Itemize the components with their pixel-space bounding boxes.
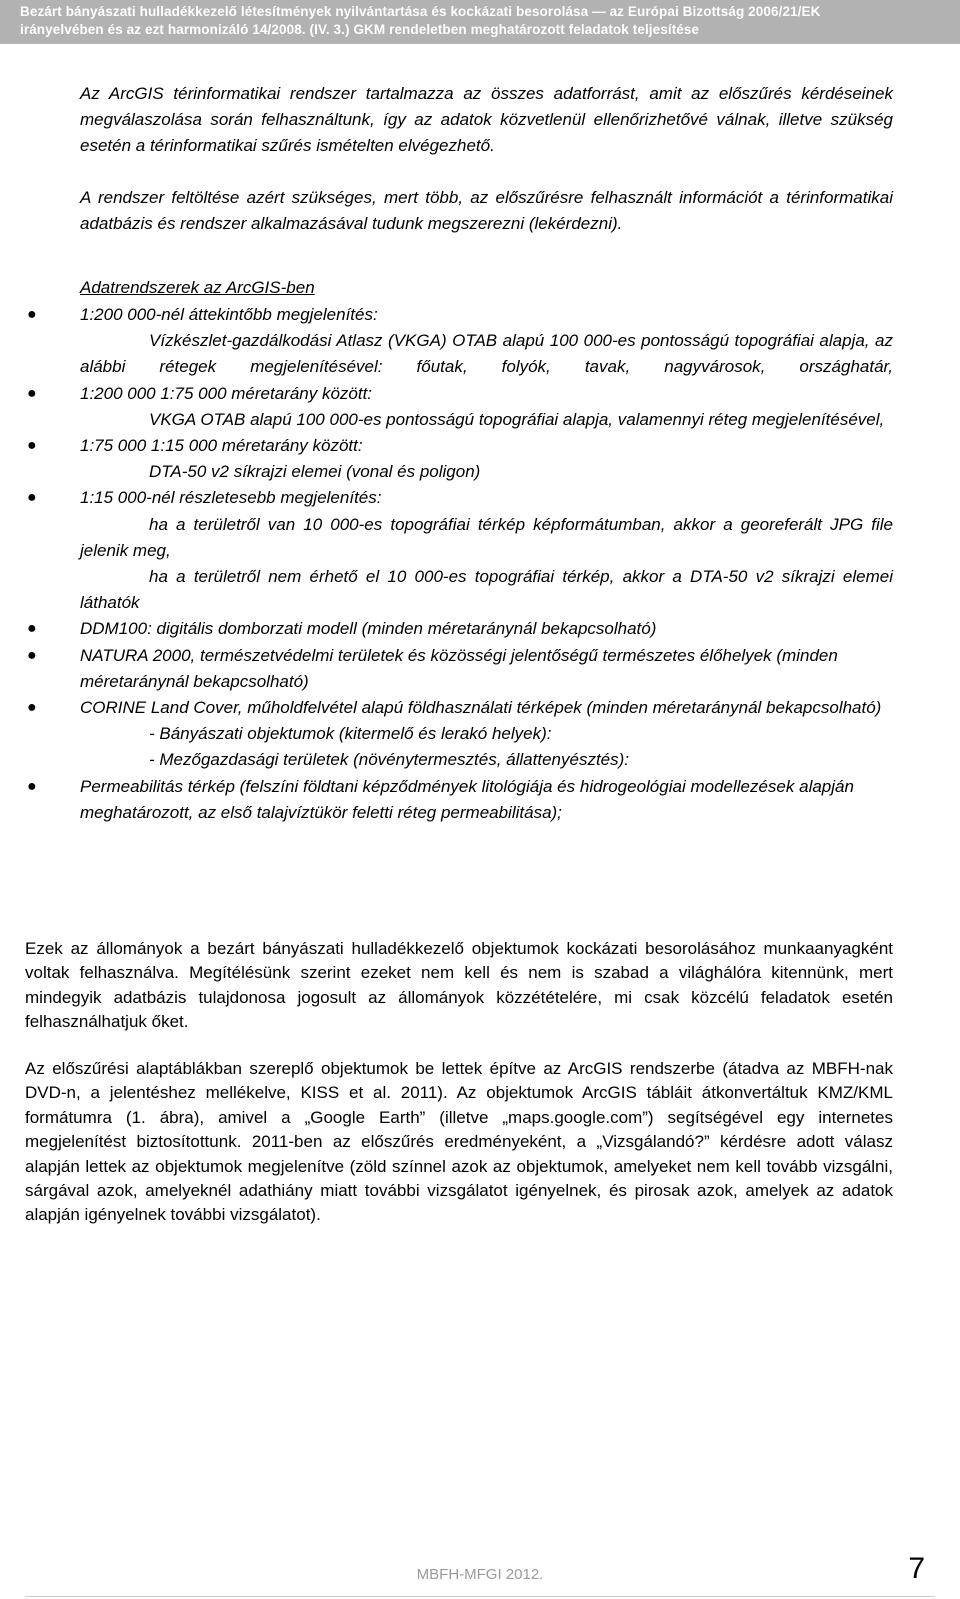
- list-item-head: 1:200 000 1:75 000 méretarány között:: [80, 383, 373, 403]
- list-item-detail-2: ha a területről nem érhető el 10 000-es topográfiai térkép, akkor a DTA-50 v2 síkrajzi elemei láthatók: [80, 567, 893, 613]
- list-item-head: CORINE Land Cover, műholdfelvétel alapú földhasználati térképek (minden méretaránynál bekapcsolható): [80, 698, 882, 718]
- list-item-head: Permeabilitás térkép (felszíni földtani képződmények litológiája és hidrogeológiai modellezések alapján meghatározott, az első talajvíztükör feletti réteg permeabilitása);: [80, 776, 854, 822]
- list-item: [0, 643, 893, 695]
- body-paragraph-3: Ezek az állományok a bezárt bányászati hulladékkezelő objektumok kockázati besorolásához munkaanyagként voltak felhasználva. Megítélésünk szerint ezeket nem kell és nem is szabad a világhálóra kitennünk, mert mindegyik adatbázis tulajdonosa jogosult az állományok közzétételére, mi csak közcélú feladatok esetén felhasználhatjuk őket.: [25, 939, 893, 1032]
- list-item: [0, 616, 893, 642]
- list-item-head: DDM100: digitális domborzati modell (minden méretaránynál bekapcsolható): [80, 619, 657, 639]
- list-item-head: 1:15 000-nél részletesebb megjelenítés:: [80, 488, 382, 508]
- bullet-icon: ●: [27, 306, 37, 323]
- list-item: [0, 381, 893, 433]
- list-item: [0, 774, 893, 826]
- list-item: [0, 695, 893, 774]
- list-item-detail: ha a területről van 10 000-es topográfiai térkép képformátumban, akkor a georeferált JPG file jelenik meg,: [80, 514, 893, 560]
- list-item-detail: DTA-50 v2 síkrajzi elemei (vonal és poligon): [149, 462, 481, 482]
- list-item-head: 1:200 000-nél áttekintőbb megjelenítés:: [80, 305, 378, 324]
- list-item-sub-2: - Mezőgazdasági területek (növénytermesztés, állattenyésztés):: [149, 750, 630, 770]
- list-item-head: 1:75 000 1:15 000 méretarány között:: [80, 436, 363, 456]
- header-line-2: irányelvében és az ezt harmonizáló 14/2008. (IV. 3.) GKM rendeletben meghatározott feladatok teljesítése: [20, 22, 700, 37]
- list-item: [0, 485, 893, 616]
- list-item-head: NATURA 2000, természetvédelmi területek és közösségi jelentőségű természetes élőhelyek (minden méretaránynál bekapcsolható): [80, 645, 838, 691]
- list-title: Adatrendszerek az ArcGIS-ben: [80, 278, 315, 297]
- header-line-1: Bezárt bányászati hulladékkezelő létesítmények nyilvántartása és kockázati besorolása — az Európai Bizottság 2006/21/EK: [20, 4, 821, 19]
- data-systems-list: [0, 302, 893, 826]
- bullet-icon: ●: [27, 699, 37, 717]
- list-item: [0, 302, 893, 381]
- intro-paragraph-2: A rendszer feltöltése azért szükséges, mert több, az előszűrésre felhasznált információt a térinformatikai adatbázis és rendszer alkalmazásával tudunk megszerezni (lekérdezni).: [80, 188, 893, 233]
- running-header: [0, 0, 960, 44]
- intro-paragraph-1: Az ArcGIS térinformatikai rendszer tartalmazza az összes adatforrást, amit az előszűrés kérdéseinek megválaszolása során felhasználtunk, így az adatok közvetlenül ellenőrizhetővé válnak, illetve szükség esetén a térinformatikai szűrés ismételten elvégezhető.: [80, 84, 893, 155]
- body-paragraph-4: Az előszűrési alaptáblákban szereplő objektumok be lettek építve az ArcGIS rendszerbe (átadva az MBFH-nak DVD-n, a jelentéshez mellékelve, KISS et al. 2011). Az objektumok ArcGIS tábláit átkonvertáltuk KMZ/KML formátumra (1. ábra), amivel a „Google Earth” (illetve „maps.google.com”) segítségével egy internetes megjelenítést biztosítottunk. 2011-ben az előszűrés eredményeként, a „Vizsgálandó?” kérdésre adott válasz alapján lettek az objektumok megjelenítve (zöld színnel azok az objektumok, amelyeket nem kell tovább vizsgálni, sárgával azok, amelyeknél adathiány miatt további vizsgálatot igényelnek, és pirosak azok, amelyek az adatok alapján igényelnek további vizsgálatot).: [25, 1059, 893, 1225]
- list-item: [0, 433, 893, 485]
- footer-divider: [25, 1596, 935, 1597]
- bullet-icon: ●: [27, 384, 37, 402]
- list-item-sub-1: - Bányászati objektumok (kitermelő és lerakó helyek):: [149, 724, 552, 744]
- footer-org: MBFH-MFGI 2012.: [416, 1566, 544, 1583]
- bullet-icon: ●: [27, 489, 37, 507]
- bullet-icon: ●: [27, 777, 37, 795]
- list-item-detail: VKGA OTAB alapú 100 000-es pontosságú topográfiai alapja, valamennyi réteg megjelenítésével,: [149, 409, 885, 429]
- bullet-icon: ●: [27, 646, 37, 664]
- bullet-icon: ●: [27, 437, 37, 455]
- bullet-icon: ●: [27, 620, 37, 638]
- page-number: 7: [908, 1552, 925, 1585]
- list-item-detail: Vízkészlet-gazdálkodási Atlasz (VKGA) OTAB alapú 100 000-es pontosságú topográfiai alapja, az alábbi rétegek megjelenítésével: főutak, folyók, tavak, nagyvárosok, országhatár,: [80, 331, 893, 377]
